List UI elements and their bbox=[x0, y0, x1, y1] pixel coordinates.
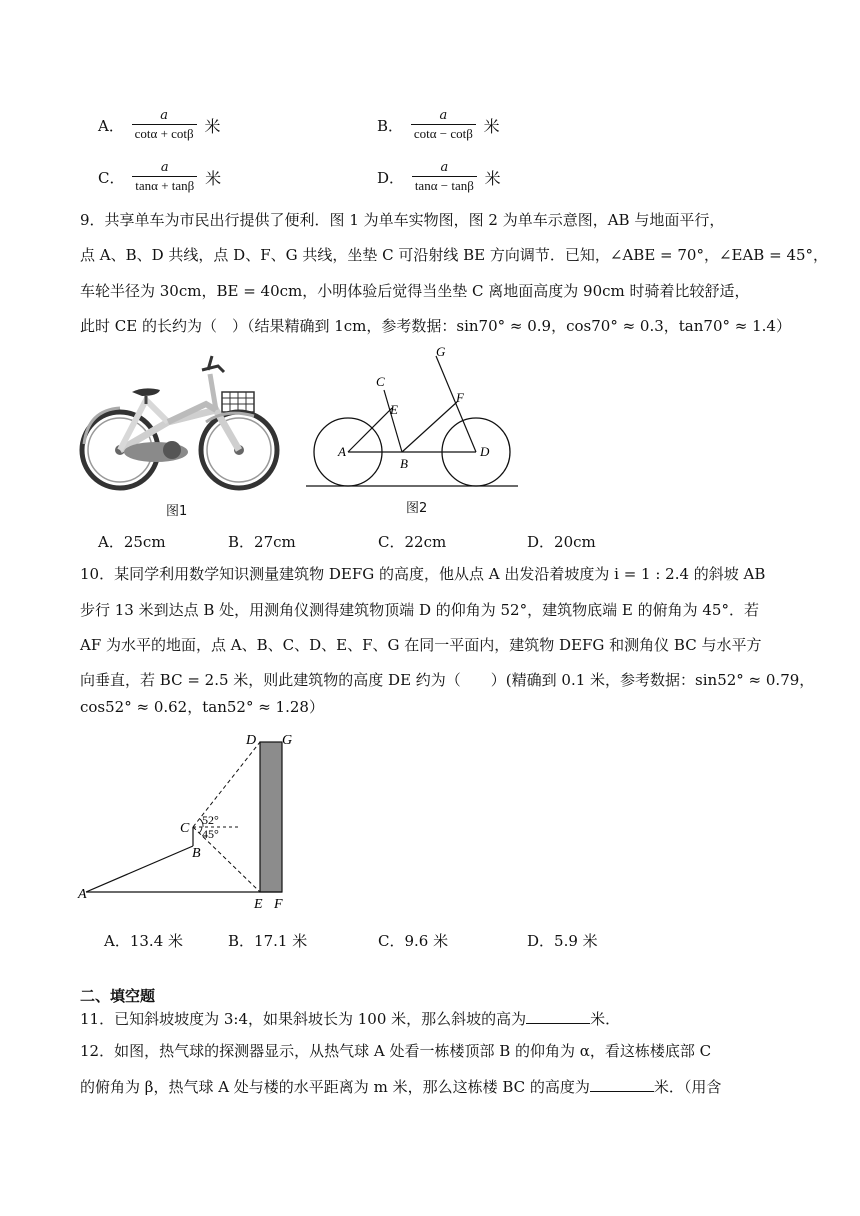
option-text: 27cm bbox=[254, 533, 296, 551]
label-g: G bbox=[282, 733, 293, 748]
unit: 米 bbox=[484, 168, 501, 188]
building-diagram bbox=[74, 724, 306, 914]
option-text: 17.1 米 bbox=[254, 932, 308, 950]
q11-text: 11．已知斜坡坡度为 3:4，如果斜坡长为 100 米，那么斜坡的高为 bbox=[80, 1010, 527, 1028]
numerator: a bbox=[440, 160, 449, 175]
unit: 米 bbox=[483, 116, 500, 136]
denominator: cotα − cotβ bbox=[411, 124, 476, 142]
label-b: B bbox=[192, 846, 201, 861]
option-label: B． bbox=[228, 533, 255, 551]
label-b: B bbox=[400, 456, 408, 471]
q9-option-d bbox=[527, 531, 596, 552]
q9-option-b bbox=[228, 531, 296, 552]
option-label: C． bbox=[378, 533, 405, 551]
q9-line-3: 车轮半径为 30cm，BE = 40cm，小明体验后觉得当坐垫 C 离地面高度为 90cm 时骑着比较舒适， bbox=[80, 282, 750, 300]
q10-line-4: 向垂直，若 BC = 2.5 米，则此建筑物的高度 DE 约为（ ）(精确到 0.1 米，参考数据：sin52° ≈ 0.79， bbox=[80, 671, 815, 689]
option-text: 22cm bbox=[404, 533, 447, 551]
label-e: E bbox=[390, 402, 398, 417]
q10-line-1: 10．某同学利用数学知识测量建筑物 DEFG 的高度，他从点 A 出发沿着坡度为 i = 1 : 2.4 的斜坡 AB bbox=[80, 565, 766, 583]
q10-option-c bbox=[378, 930, 448, 951]
q10-line-3: AF 为水平的地面，点 A、B、C、D、E、F、G 在同一平面内，建筑物 DEFG 和测角仪 BC 与水平方 bbox=[80, 636, 762, 654]
option-text: 13.4 米 bbox=[129, 932, 184, 950]
bicycle-photo bbox=[76, 352, 282, 492]
label-f: F bbox=[456, 390, 464, 405]
q9-line-4: 此时 CE 的长约为（ ）（结果精确到 1cm，参考数据：sin70° ≈ 0.9，cos70° ≈ 0.3，tan70° ≈ 1.4） bbox=[80, 317, 791, 335]
option-label: C． bbox=[378, 932, 405, 950]
q12-text-end: 米．（用含 bbox=[653, 1078, 722, 1096]
label-e: E bbox=[254, 897, 263, 912]
label-g: G bbox=[436, 344, 446, 359]
q9-line-2: 点 A、B、D 共线，点 D、F、G 共线，坐垫 C 可沿射线 BE 方向调节．已知，∠ABE = 70°，∠EAB = 45°， bbox=[80, 246, 829, 264]
section-title: 二、填空题 bbox=[80, 987, 156, 1005]
fraction bbox=[411, 108, 476, 142]
bicycle-diagram bbox=[304, 342, 520, 492]
option-text: 9.6 米 bbox=[404, 932, 449, 950]
angle-52: 52° bbox=[202, 813, 219, 827]
option-label: D． bbox=[527, 533, 555, 551]
q12-line-1: 12．如图，热气球的探测器显示，从热气球 A 处看一栋楼顶部 B 的仰角为 α，看这栋楼底部 C bbox=[80, 1042, 712, 1060]
numerator: a bbox=[160, 160, 169, 175]
unit: 米 bbox=[204, 116, 221, 136]
numerator: a bbox=[160, 108, 169, 123]
answer-blank bbox=[526, 1008, 590, 1024]
q12-line-2 bbox=[80, 1076, 721, 1097]
fraction bbox=[132, 108, 197, 142]
q10-option-b bbox=[228, 930, 307, 951]
option-text: 5.9 米 bbox=[554, 932, 598, 950]
option-label: A． bbox=[98, 116, 124, 135]
q10-option-d bbox=[527, 930, 598, 951]
q9-option-a bbox=[98, 531, 166, 552]
q12-text: 的俯角为 β，热气球 A 处与楼的水平距离为 m 米，那么这栋楼 BC 的高度为 bbox=[80, 1078, 590, 1096]
option-label: C． bbox=[98, 168, 125, 187]
option-label: D． bbox=[377, 168, 405, 187]
q10-line-2: 步行 13 米到达点 B 处，用测角仪测得建筑物顶端 D 的仰角为 52°，建筑物底端 E 的俯角为 45°．若 bbox=[80, 601, 759, 619]
option-label: D． bbox=[527, 932, 555, 950]
label-a: A bbox=[338, 444, 346, 459]
q8-option-b bbox=[377, 108, 500, 142]
label-a: A bbox=[78, 887, 87, 902]
option-text: 25cm bbox=[123, 533, 166, 551]
q9-line-1: 9．共享单车为市民出行提供了便利．图 1 为单车实物图，图 2 为单车示意图，AB 与地面平行， bbox=[80, 211, 725, 229]
denominator: tanα + tanβ bbox=[132, 176, 197, 194]
label-c: C bbox=[376, 374, 385, 389]
q11-text-end: 米． bbox=[590, 1010, 621, 1028]
q8-option-d bbox=[377, 160, 501, 194]
answer-blank bbox=[590, 1076, 654, 1092]
q8-option-c bbox=[98, 160, 221, 194]
fraction bbox=[132, 160, 197, 194]
option-text: 20cm bbox=[554, 533, 596, 551]
figure-1-caption: 图1 bbox=[166, 504, 188, 519]
figure-2-caption: 图2 bbox=[406, 501, 428, 516]
denominator: cotα + cotβ bbox=[132, 124, 197, 142]
label-d: D bbox=[480, 444, 490, 459]
option-label: B． bbox=[377, 116, 404, 135]
label-c: C bbox=[180, 821, 190, 836]
denominator: tanα − tanβ bbox=[412, 176, 477, 194]
angle-45: 45° bbox=[202, 827, 219, 841]
q10-option-a bbox=[104, 930, 183, 951]
q9-option-c bbox=[378, 531, 446, 552]
option-label: A． bbox=[104, 932, 130, 950]
option-label: A． bbox=[98, 533, 124, 551]
q10-line-5: cos52° ≈ 0.62，tan52° ≈ 1.28） bbox=[80, 698, 324, 716]
q8-option-a bbox=[98, 108, 220, 142]
q11-line bbox=[80, 1008, 620, 1029]
label-f: F bbox=[274, 897, 283, 912]
option-label: B． bbox=[228, 932, 255, 950]
unit: 米 bbox=[205, 168, 222, 188]
numerator: a bbox=[439, 108, 448, 123]
fraction bbox=[412, 160, 477, 194]
label-d: D bbox=[246, 733, 257, 748]
